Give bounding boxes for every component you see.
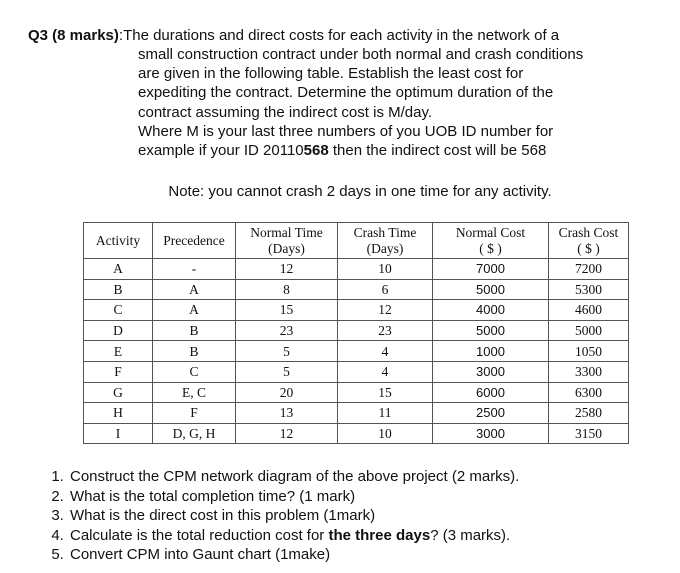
header-crash-cost: Crash Cost ( $ ) [549,223,629,259]
cell-crash-time: 11 [338,403,433,424]
cell-crash-cost: 2580 [549,403,629,424]
question-label: Q3 (8 marks) [28,27,119,44]
id-example-prefix: example if your ID 20110 [138,142,304,160]
cell-crash-time: 12 [338,300,433,321]
task-list [52,467,668,565]
question-colon: : [118,27,124,44]
cell-crash-cost: 3150 [549,423,629,444]
table-row [84,423,629,444]
cell-crash-cost: 1050 [549,341,629,362]
list-item: 1. Construct the CPM network diagram of the above project (2 marks). [68,467,668,487]
question-line-6: Where M is your last three numbers of you UOB ID number for [138,122,554,140]
cell-activity: D [84,320,153,341]
cell-normal-cost: 4000 [433,300,549,321]
cell-precedence: E, C [153,382,236,403]
cell-normal-time: 5 [236,361,338,382]
cell-activity: I [84,423,153,444]
cell-precedence: F [153,403,236,424]
question-line-4: expediting the contract. Determine the optimum duration of the [138,84,554,102]
cell-normal-cost: 2500 [433,403,549,424]
crash-note-text: Note: you cannot crash 2 days in one time for any activity. [168,183,552,200]
cell-crash-cost: 5300 [549,279,629,300]
cell-normal-cost: 6000 [433,382,549,403]
table-header-row [84,223,629,259]
cell-crash-time: 15 [338,382,433,403]
cell-activity: A [84,259,153,280]
question-body [138,45,638,160]
cell-normal-time: 15 [236,300,338,321]
cell-crash-cost: 5000 [549,320,629,341]
header-normal-cost: Normal Cost ( $ ) [433,223,549,259]
cell-activity: H [84,403,153,424]
cell-crash-time: 10 [338,259,433,280]
table-body [84,259,629,444]
cell-precedence: - [153,259,236,280]
cell-normal-time: 12 [236,259,338,280]
cell-crash-cost: 4600 [549,300,629,321]
list-item: 5. Convert CPM into Gaunt chart (1make) [68,545,668,565]
cell-normal-time: 12 [236,423,338,444]
header-precedence: Precedence [153,223,236,259]
cell-activity: C [84,300,153,321]
question-line-7 [138,141,638,160]
table-row [84,382,629,403]
cell-normal-cost: 5000 [433,279,549,300]
cell-crash-cost: 3300 [549,361,629,382]
header-normal-time: Normal Time (Days) [236,223,338,259]
activity-table [83,222,629,444]
cell-precedence: B [153,320,236,341]
question-line-5: contract assuming the indirect cost is M/day. [138,103,433,121]
cell-crash-time: 10 [338,423,433,444]
id-example-suffix: then the indirect cost will be 568 [328,142,547,160]
cell-precedence: C [153,361,236,382]
cell-normal-time: 5 [236,341,338,362]
question-line-2: small construction contract under both normal and crash conditions [138,46,584,63]
cell-crash-time: 4 [338,341,433,362]
header-crash-time: Crash Time (Days) [338,223,433,259]
cell-normal-cost: 5000 [433,320,549,341]
table-row [84,259,629,280]
three-days-emphasis: the three days [328,526,431,544]
cell-normal-time: 8 [236,279,338,300]
cell-activity: F [84,361,153,382]
list-item: 2. What is the total completion time? (1 mark) [68,487,668,507]
cell-normal-cost: 7000 [433,259,549,280]
cell-activity: B [84,279,153,300]
cell-normal-cost: 3000 [433,361,549,382]
cell-crash-time: 6 [338,279,433,300]
cell-precedence: A [153,300,236,321]
table-row [84,320,629,341]
cell-activity: G [84,382,153,403]
list-item: 4. Calculate is the total reduction cost for the three days? (3 marks). [68,526,668,546]
cell-normal-time: 23 [236,320,338,341]
question-line-1: The durations and direct costs for each activity in the network of a [123,27,560,44]
cell-normal-time: 13 [236,403,338,424]
cell-precedence: D, G, H [153,423,236,444]
table-row [84,361,629,382]
cell-normal-cost: 3000 [433,423,549,444]
cell-crash-time: 4 [338,361,433,382]
cell-precedence: A [153,279,236,300]
cell-precedence: B [153,341,236,362]
crash-note [0,182,680,201]
table-row [84,341,629,362]
question-line-3: are given in the following table. Establish the least cost for [138,65,524,83]
table-row [84,279,629,300]
cell-crash-cost: 7200 [549,259,629,280]
cell-normal-cost: 1000 [433,341,549,362]
table-row [84,403,629,424]
question-header [28,26,648,45]
cell-normal-time: 20 [236,382,338,403]
header-activity: Activity [84,223,153,259]
cell-crash-cost: 6300 [549,382,629,403]
id-example-digits: 568 [303,142,329,160]
list-item: 3. What is the direct cost in this problem (1mark) [68,506,668,526]
cell-activity: E [84,341,153,362]
cell-crash-time: 23 [338,320,433,341]
table-row [84,300,629,321]
